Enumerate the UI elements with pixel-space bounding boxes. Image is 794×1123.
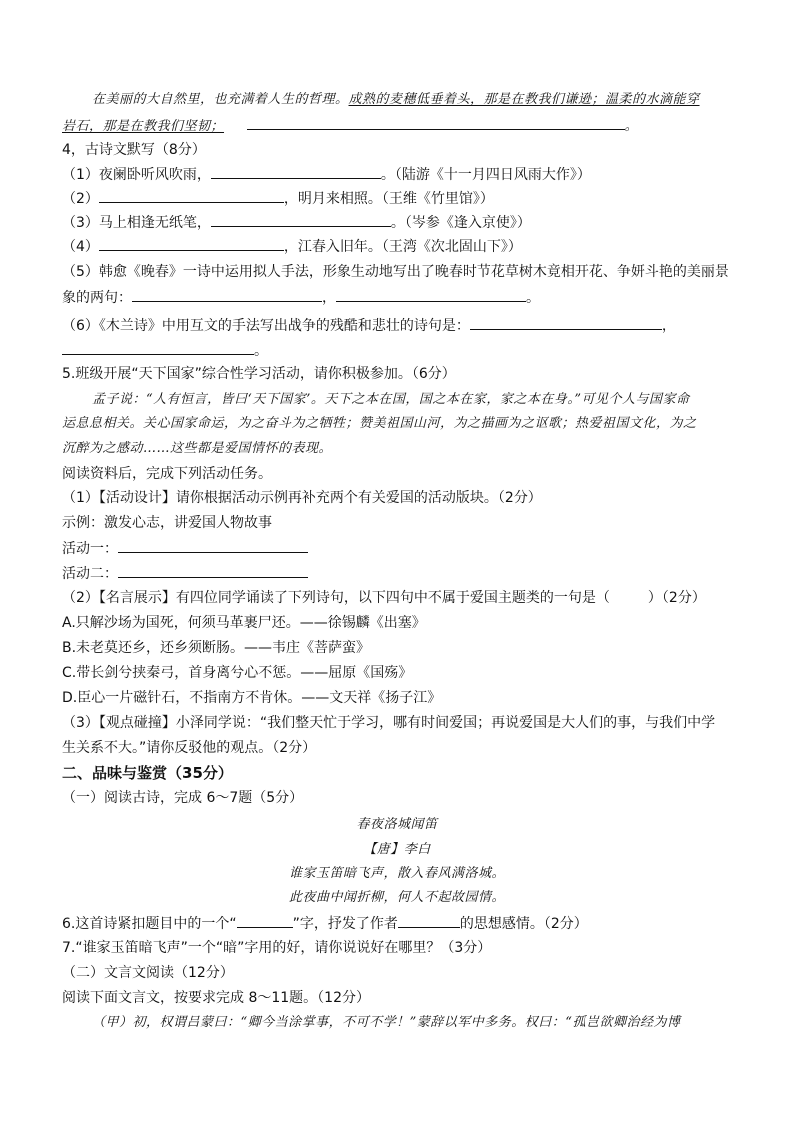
q4-item-4 (62, 236, 522, 257)
q6-blank-2[interactable] (398, 913, 460, 928)
q4-item-1 (62, 164, 591, 185)
q4-blank-6b[interactable] (62, 340, 254, 355)
intro-text: 在美丽的大自然里，也充满着人生的哲理。 (92, 92, 349, 107)
activity-1-blank[interactable] (118, 538, 308, 553)
q4-item-2-source: ，明月来相照。（王维《竹里馆》） (283, 191, 494, 207)
q5-sub-3-line-2: 生关系不大。”请你反驳他的观点。（2分） (62, 740, 317, 756)
punct: 。 (624, 119, 639, 134)
q4-item-6-line-2 (62, 340, 268, 361)
q4-item-2-num: （2） (62, 191, 99, 207)
q5-sub-2 (62, 588, 706, 608)
q4-item-6-line-1 (62, 315, 676, 336)
q5-option-c: C.带长剑兮挟秦弓，首身离兮心不惩。——屈原《国殇》 (62, 665, 413, 681)
punct: 。 (526, 290, 540, 306)
intro-line-1 (92, 90, 700, 110)
q5-sub-1: （1）【活动设计】请你根据活动示例再补充两个有关爱国的活动版块。（2分） (62, 490, 542, 506)
q4-blank-3[interactable] (211, 212, 391, 227)
q6-blank-1[interactable] (237, 913, 293, 928)
q4-item-1-prompt: （1）夜阑卧听风吹雨， (62, 167, 211, 183)
punct: ， (322, 290, 336, 306)
q6-text-a: 6.这首诗紧扣题目中的一个“ (62, 916, 237, 932)
q5-option-d: D.臣心一片磁针石，不指南方不肯休。——文天祥《扬子江》 (62, 690, 442, 706)
q4-title: 4，古诗文默写（8分） (62, 142, 206, 158)
q5-option-a: A.只解沙场为国死，何须马革裹尸还。——徐锡麟《出塞》 (62, 615, 426, 631)
q4-item-5-line-2 (62, 287, 540, 308)
q6 (62, 913, 588, 934)
poem-title: 春夜洛城闻笛 (356, 817, 438, 832)
q4-blank-1[interactable] (211, 164, 381, 179)
q8-11-instruction: 阅读下面文言文，按要求完成 8～11题。（12分） (62, 990, 370, 1006)
poem-author: 【唐】李白 (363, 842, 431, 857)
section-2-part-2: （二）文言文阅读（12分） (62, 965, 234, 981)
q5-example: 示例：激发心志，讲爱国人物故事 (62, 515, 272, 531)
q5-material-line-3: 沉醉为之感动……这些都是爱国情怀的表现。 (62, 441, 333, 456)
q5-activity-1 (62, 538, 308, 559)
q5-read-instruction: 阅读资料后，完成下列活动任务。 (62, 466, 272, 482)
punct: 。 (254, 343, 268, 359)
q4-item-6-prompt: （6）《木兰诗》中用互文的手法写出战争的残酷和悲壮的诗句是： (62, 318, 470, 334)
q5-sub-3-line-1: （3）【观点碰撞】小泽同学说：“我们整天忙于学习，哪有时间爱国；再说爱国是大人们的事，与我们中学 (62, 715, 716, 731)
intro-line-2 (62, 115, 638, 137)
poem-line-1: 谁家玉笛暗飞声，散入春风满洛城。 (288, 866, 505, 881)
classical-text-line-1: （甲）初，权谓吕蒙曰：“卿今当涂掌事，不可不学！”蒙辞以军中多务。权曰：“孤岂欲卿治经为博 (92, 1015, 681, 1030)
q4-blank-2[interactable] (99, 188, 284, 203)
q4-item-4-source: ，江春入旧年。（王湾《次北固山下》） (283, 239, 522, 255)
q4-item-3 (62, 212, 531, 233)
section-2-heading: 二、品味与鉴赏（35分） (62, 764, 233, 782)
q5-title: 5.班级开展“天下国家”综合性学习活动，请你积极参加。（6分） (62, 366, 456, 382)
q4-blank-6a[interactable] (470, 315, 662, 330)
intro-underlined-text-2: 岩石，那是在教我们坚韧； (62, 119, 225, 134)
q4-blank-5b[interactable] (336, 287, 526, 302)
activity-2-blank[interactable] (118, 563, 308, 578)
q5-option-b: B.未老莫还乡，还乡须断肠。——韦庄《菩萨蛮》 (62, 640, 371, 656)
q4-blank-4[interactable] (99, 236, 284, 251)
q4-item-5-prompt: 象的两句： (62, 290, 132, 306)
activity-1-label: 活动一： (62, 541, 118, 557)
q5-sub-2-text: （2）【名言展示】有四位同学诵读了下列诗句，以下四句中不属于爱国主题类的一句是（ (62, 590, 610, 606)
q5-activity-2 (62, 563, 308, 584)
q4-item-2 (62, 188, 494, 209)
q4-item-3-source: 。（岑参《逢入京使》） (390, 215, 531, 231)
q7: 7.“谁家玉笛暗飞声”一个“暗”字用的好，请你说说好在哪里？（3分） (62, 940, 492, 956)
poem-line-2: 此夜曲中闻折柳，何人不起故园情。 (288, 890, 505, 905)
intro-underlined-text: 成熟的麦穗低垂着头，那是在教我们谦逊；温柔的水滴能穿 (348, 92, 700, 107)
q5-material-line-1: 孟子说：“人有恒言，皆曰‘天下国家’。天下之本在国，国之本在家，家之本在身。”可见个人与国家命 (92, 392, 690, 407)
intro-answer-blank[interactable] (247, 115, 625, 130)
punct: ， (661, 318, 676, 334)
q6-text-b: ”字，抒发了作者 (292, 916, 398, 932)
q4-blank-5a[interactable] (132, 287, 322, 302)
q4-item-3-prompt: （3）马上相逢无纸笔， (62, 215, 211, 231)
q4-item-5-line-1: （5）韩愈《晚春》一诗中运用拟人手法，形象生动地写出了晚春时节花草树木竟相开花、争妍斗艳的美丽景 (62, 264, 729, 280)
q5-material-line-2: 运息息相关。关心国家命运，为之奋斗为之牺牲；赞美祖国山河，为之描画为之讴歌；热爱祖国文化，为之 (62, 416, 697, 431)
activity-2-label: 活动二： (62, 566, 118, 582)
q4-item-1-source: 。（陆游《十一月四日风雨大作》） (380, 167, 591, 183)
q6-text-c: 的思想感情。（2分） (459, 916, 588, 932)
q5-sub-2-score: ）（2分） (647, 590, 706, 606)
q4-item-4-num: （4） (62, 239, 99, 255)
section-2-part-1: （一）阅读古诗，完成 6～7题（5分） (62, 790, 304, 806)
